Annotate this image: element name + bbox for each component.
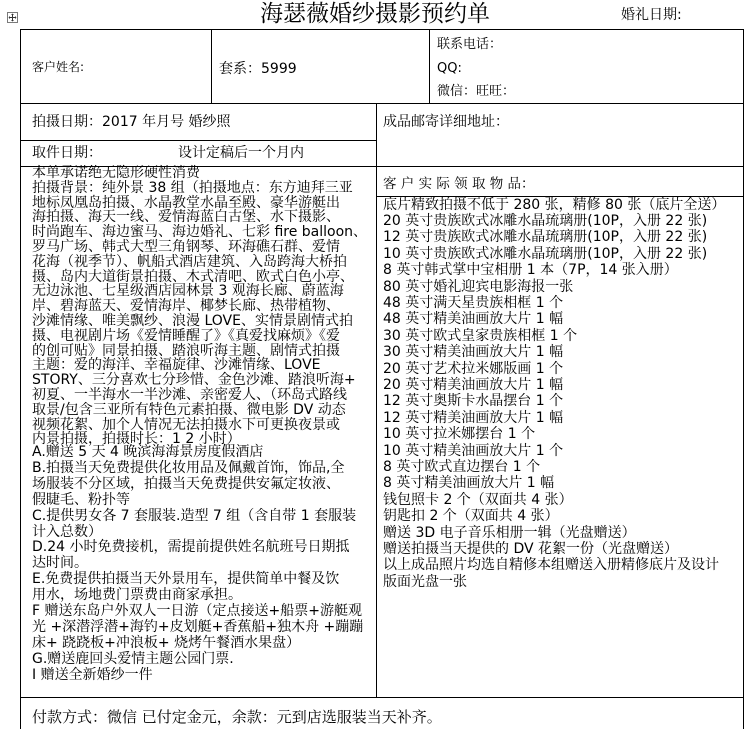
package-detail-line: 摄、电视剧片场《爱情睡醒了》《真爱找麻烦》《爱 xyxy=(32,327,340,344)
received-item-line: 10 英寸精美油画放大片 1 个 xyxy=(383,442,564,459)
package-detail-line: 视频花絮、加个人情况无法拍摄水下可更换夜景或 xyxy=(32,416,340,433)
payment-terms: 付款方式：微信 已付定金元，余款：元到店选服装当天补齐。 xyxy=(32,708,442,726)
package-detail-line: 主题：爱的海洋、幸福旋律、沙滩情缘、LOVE xyxy=(32,357,321,374)
pickup-date-label: 取件日期： xyxy=(32,145,102,161)
table-col-divider xyxy=(429,29,430,103)
table-row-divider xyxy=(20,103,744,104)
received-item-line: 48 英寸满天星贵族相框 1 个 xyxy=(383,294,564,311)
received-item-line: 钥匙扣 2 个（双面共 4 张） xyxy=(383,508,559,525)
received-item-line: 30 英寸欧式皇家贵族相框 1 个 xyxy=(383,327,578,344)
table-border-right xyxy=(743,29,744,729)
received-item-line: 12 英寸精美油画放大片 1 幅 xyxy=(383,409,564,426)
package-detail-line: 沙滩情缘、唯美飘纱、浪漫 LOVE、实情景剧情式拍 xyxy=(32,312,353,329)
received-item-line: 20 英寸贵族欧式冰雕水晶琉璃册(10P，入册 22 张) xyxy=(383,212,708,229)
table-col-divider xyxy=(376,103,377,698)
gift-line: 光 +深潜浮潜+海钓+皮划艇+香蕉船+独木舟 +蹦蹦 xyxy=(32,618,364,635)
received-items-header: 客 户 实 际 领 取 物 品： xyxy=(383,176,535,192)
gift-line: G.赠送鹿回头爱情主题公园门票. xyxy=(32,650,234,667)
received-item-line: 48 英寸精美油画放大片 1 幅 xyxy=(383,311,564,328)
gift-line: C.提供男女各 7 套服装.造型 7 组（含自带 1 套服装 xyxy=(32,507,357,524)
package-detail-line: 地标凤凰岛拍摄、水晶教堂水晶至殿、豪华游艇出 xyxy=(32,194,340,211)
table-border-left xyxy=(20,29,21,729)
received-items-list xyxy=(383,197,725,591)
received-item-line: 8 英寸韩式掌中宝相册 1 本（7P，14 张入册） xyxy=(383,262,678,279)
gift-line: I 赠送全新婚纱一件 xyxy=(32,666,153,683)
qq-label: QQ: xyxy=(437,61,462,76)
package-detail-line: 取景/包含三亚所有特色元素拍摄、微电影 DV 动态 xyxy=(32,401,346,418)
package-detail-line: 拍摄背景：纯外景 38 组（拍摄地点：东方迪拜三亚 xyxy=(32,179,353,196)
gift-line: D.24 小时免费接机，需提前提供姓名航班号日期抵 xyxy=(32,539,350,556)
received-item-line: 赠送 3D 电子音乐相册一辑（光盘赠送） xyxy=(383,524,636,541)
pickup-date-value: 设计定稿后一个月内 xyxy=(178,145,304,161)
received-item-line: 赠送拍摄当天提供的 DV 花絮一份（光盘赠送） xyxy=(383,541,679,558)
gift-list xyxy=(32,445,363,684)
gift-line: E.免费提供拍摄当天外景用车，提供简单中餐及饮 xyxy=(32,571,340,588)
package-detail-line: 罗马广场、韩式大型三角钢琴、环海礁石群、爱情 xyxy=(32,238,340,255)
gift-line: 计入总数） xyxy=(32,523,102,540)
package-detail-line: 时尚跑车、海边蜜马、海边婚礼、七彩 fire balloon、 xyxy=(32,224,368,241)
table-col-divider xyxy=(211,29,212,103)
wechat-label: 微信：旺旺： xyxy=(437,84,516,99)
package-detail-line: 初夏、一半海水一半沙滩、亲密爱人、（环岛式路线 xyxy=(32,386,347,403)
package-detail-line: 内景拍摄，拍摄时长：1 2 小时） xyxy=(32,431,241,448)
received-item-line: 10 英寸拉米娜摆台 1 个 xyxy=(383,426,536,443)
received-item-line: 12 英寸贵族欧式冰雕水晶琉璃册(10P，入册 22 张) xyxy=(383,229,708,246)
gift-line: 假睫毛、粉扑等 xyxy=(32,491,130,508)
gift-line: 达时间。 xyxy=(32,555,88,572)
package-detail-line: 的创可贴》同景拍摄、踏浪听海主题、剧情式拍摄 xyxy=(32,342,340,359)
received-item-line: 12 英寸奥斯卡水晶摆台 1 个 xyxy=(383,393,564,410)
gift-line: 用水，场地费门票费由商家承担。 xyxy=(32,587,242,604)
received-item-line: 20 英寸艺术拉米娜版画 1 个 xyxy=(383,360,564,377)
package-detail-line: 无边泳池、七星级酒店园林景 3 观海长廊、蔚蓝海 xyxy=(32,283,344,300)
package-detail-line: 岸、碧海蓝天、爱情海岸、椰梦长廊、热带植物、 xyxy=(32,298,340,315)
received-item-line: 以上成品照片均选自精修本组赠送入册精修底片及设计 xyxy=(383,557,719,574)
gift-line: B.拍摄当天免费提供化妆用品及佩戴首饰，饰品,全 xyxy=(32,459,345,476)
received-item-line: 20 英寸精美油画放大片 1 幅 xyxy=(383,376,564,393)
package-details xyxy=(32,166,367,447)
table-border-top xyxy=(20,29,744,30)
received-item-line: 8 英寸欧式直边摆台 1 个 xyxy=(383,459,541,475)
received-item-line: 30 英寸精美油画放大片 1 幅 xyxy=(383,344,564,361)
received-item-line: 底片精致拍摄不低于 280 张，精修 80 张（底片全送） xyxy=(383,196,726,213)
wedding-date-label: 婚礼日期: xyxy=(621,7,682,23)
received-item-line: 80 英寸婚礼迎宾电影海报一张 xyxy=(383,278,574,295)
received-item-line: 10 英寸贵族欧式冰雕水晶琉璃册(10P，入册 22 张) xyxy=(383,245,708,262)
package-detail-line: 本单承诺绝无隐形硬性消费 xyxy=(32,165,200,181)
package-detail-line: 花海（视季节）、帆船式酒店建筑、入岛跨海大桥拍 xyxy=(32,253,347,270)
form-title: 海瑟薇婚纱摄影预约单 xyxy=(260,1,490,27)
package-detail-line: STORY、三分喜欢七分珍惜、金色沙滩、踏浪听海+ xyxy=(32,372,356,389)
mailing-address-label: 成品邮寄详细地址： xyxy=(383,114,509,130)
phone-label: 联系电话： xyxy=(437,37,503,52)
table-row-divider xyxy=(20,140,377,141)
gift-line: 床+ 跷跷板+冲浪板+ 烧烤午餐酒水果盘） xyxy=(32,634,301,651)
gift-line: F 赠送东岛户外双人一日游（定点接送+船票+游艇观 xyxy=(32,603,362,620)
table-row-divider xyxy=(20,697,744,698)
received-item-line: 钱包照卡 2 个（双面共 4 张） xyxy=(383,491,573,508)
received-item-line: 版面光盘一张 xyxy=(383,573,467,590)
shoot-date: 拍摄日期：2017 年月号 婚纱照 xyxy=(32,114,231,130)
gift-line: 场服装不分区域，拍摄当天免费提供安氟定妆液、 xyxy=(32,475,340,492)
package-detail-line: 摄、岛内大道街景拍摄、木式清吧、欧式白色小亭、 xyxy=(32,268,354,285)
package-detail-line: 海拍摄、海天一线、爱情海蓝白古堡、水下摄影、 xyxy=(32,209,340,226)
package-value: 套系：5999 xyxy=(219,61,297,77)
received-item-line: 8 英寸精美油画放大片 1 幅 xyxy=(383,475,555,492)
customer-name-label: 客户姓名: xyxy=(32,60,85,74)
gift-line: A.赠送 5 天 4 晚滨海海景房度假酒店 xyxy=(32,444,264,460)
